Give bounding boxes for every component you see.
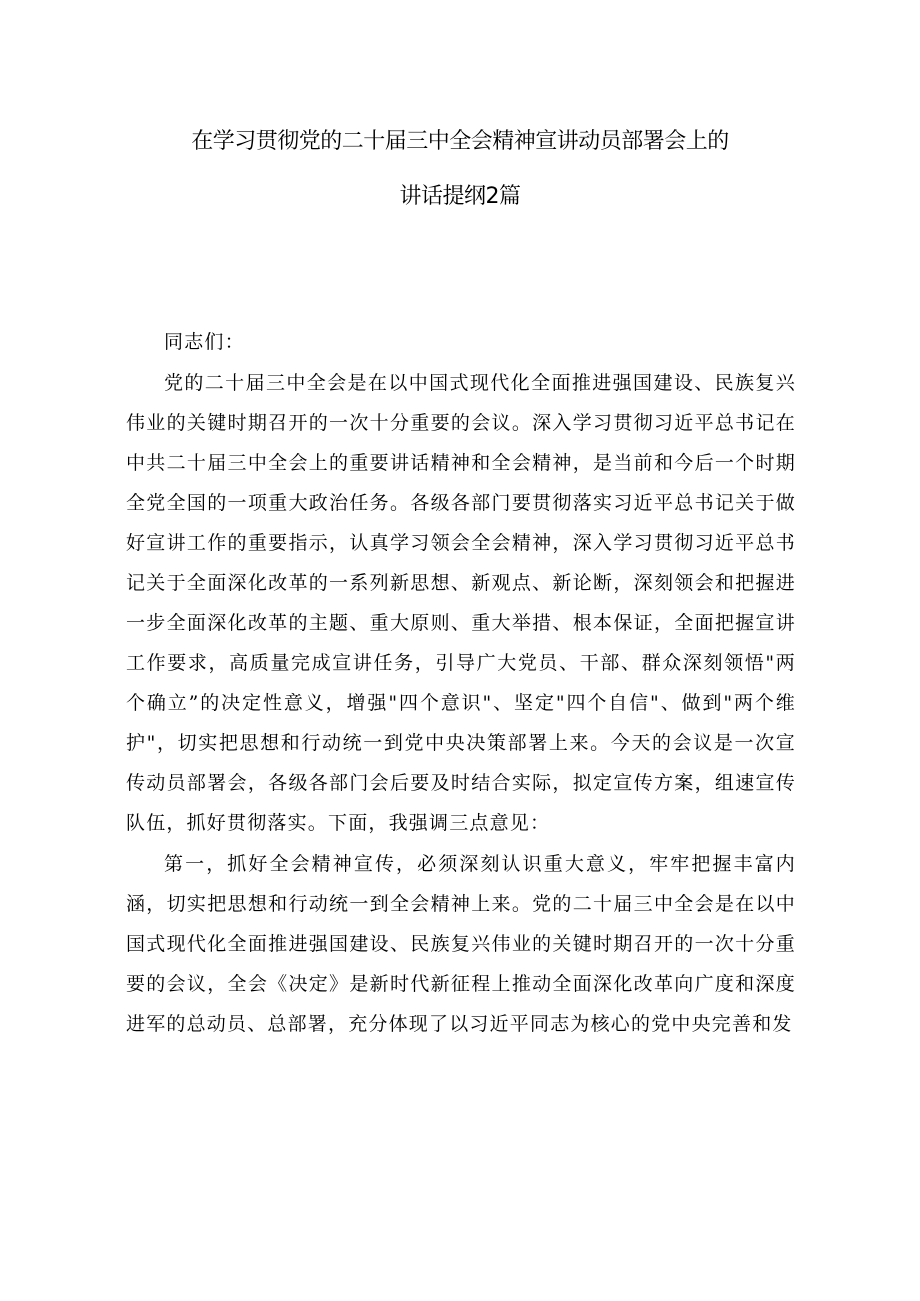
paragraph-first-point: 第一，抓好全会精神宣传，必须深刻认识重大意义，牢牢把握丰富内涵，切实把思想和行动统一到全会精神上来。党的二十届三中全会是在以中国式现代化全面推进强国建设、民族复兴伟业的关键时期召开的一次十分重要的会议，全会《决定》是新时代新征程上推动全面深化改革向广度和深度进军的总动员、总部署，充分体现了以习近平同志为核心的党中央完善和发 bbox=[126, 853, 796, 1035]
paragraph-intro: 党的二十届三中全会是在以中国式现代化全面推进强国建设、民族复兴伟业的关键时期召开的一次十分重要的会议。深入学习贯彻习近平总书记在中共二十届三中全会上的重要讲话精神和全会精神，是当前和今后一个时期全党全国的一项重大政治任务。各级各部门要贯彻落实习近平总书记关于做好宣讲工作的重要指示，认真学习领会全会精神，深入学习贯彻习近平总书记关于全面深化改革的一系列新思想、新观点、新论断，深刻领会和把握进一步全面深化改革的主题、重大原则、重大举措、根本保证，全面把握宣讲工作要求，高质量完成宣讲任务，引导广大党员、干部、群众深刻领悟"两个确立”的决定性意义，增强"四个意识"、坚定"四个自信"、做到"两个维护"，切实把思想和行动统一到党中央决策部署上来。今天的会议是一次宣传动员部署会，各级各部门会后要及时结合实际，拟定宣传方案，组速宣传队伍，抓好贯彻落实。下面，我强调三点意见： bbox=[126, 372, 796, 834]
salutation: 同志们： bbox=[164, 331, 245, 353]
document-body bbox=[126, 322, 796, 1044]
document-title-line-2: 讲话提纲2篇 bbox=[399, 184, 521, 209]
document-title-line-1: 在学习贯彻党的二十届三中全会精神宣讲动员部署会上的 bbox=[191, 129, 729, 154]
